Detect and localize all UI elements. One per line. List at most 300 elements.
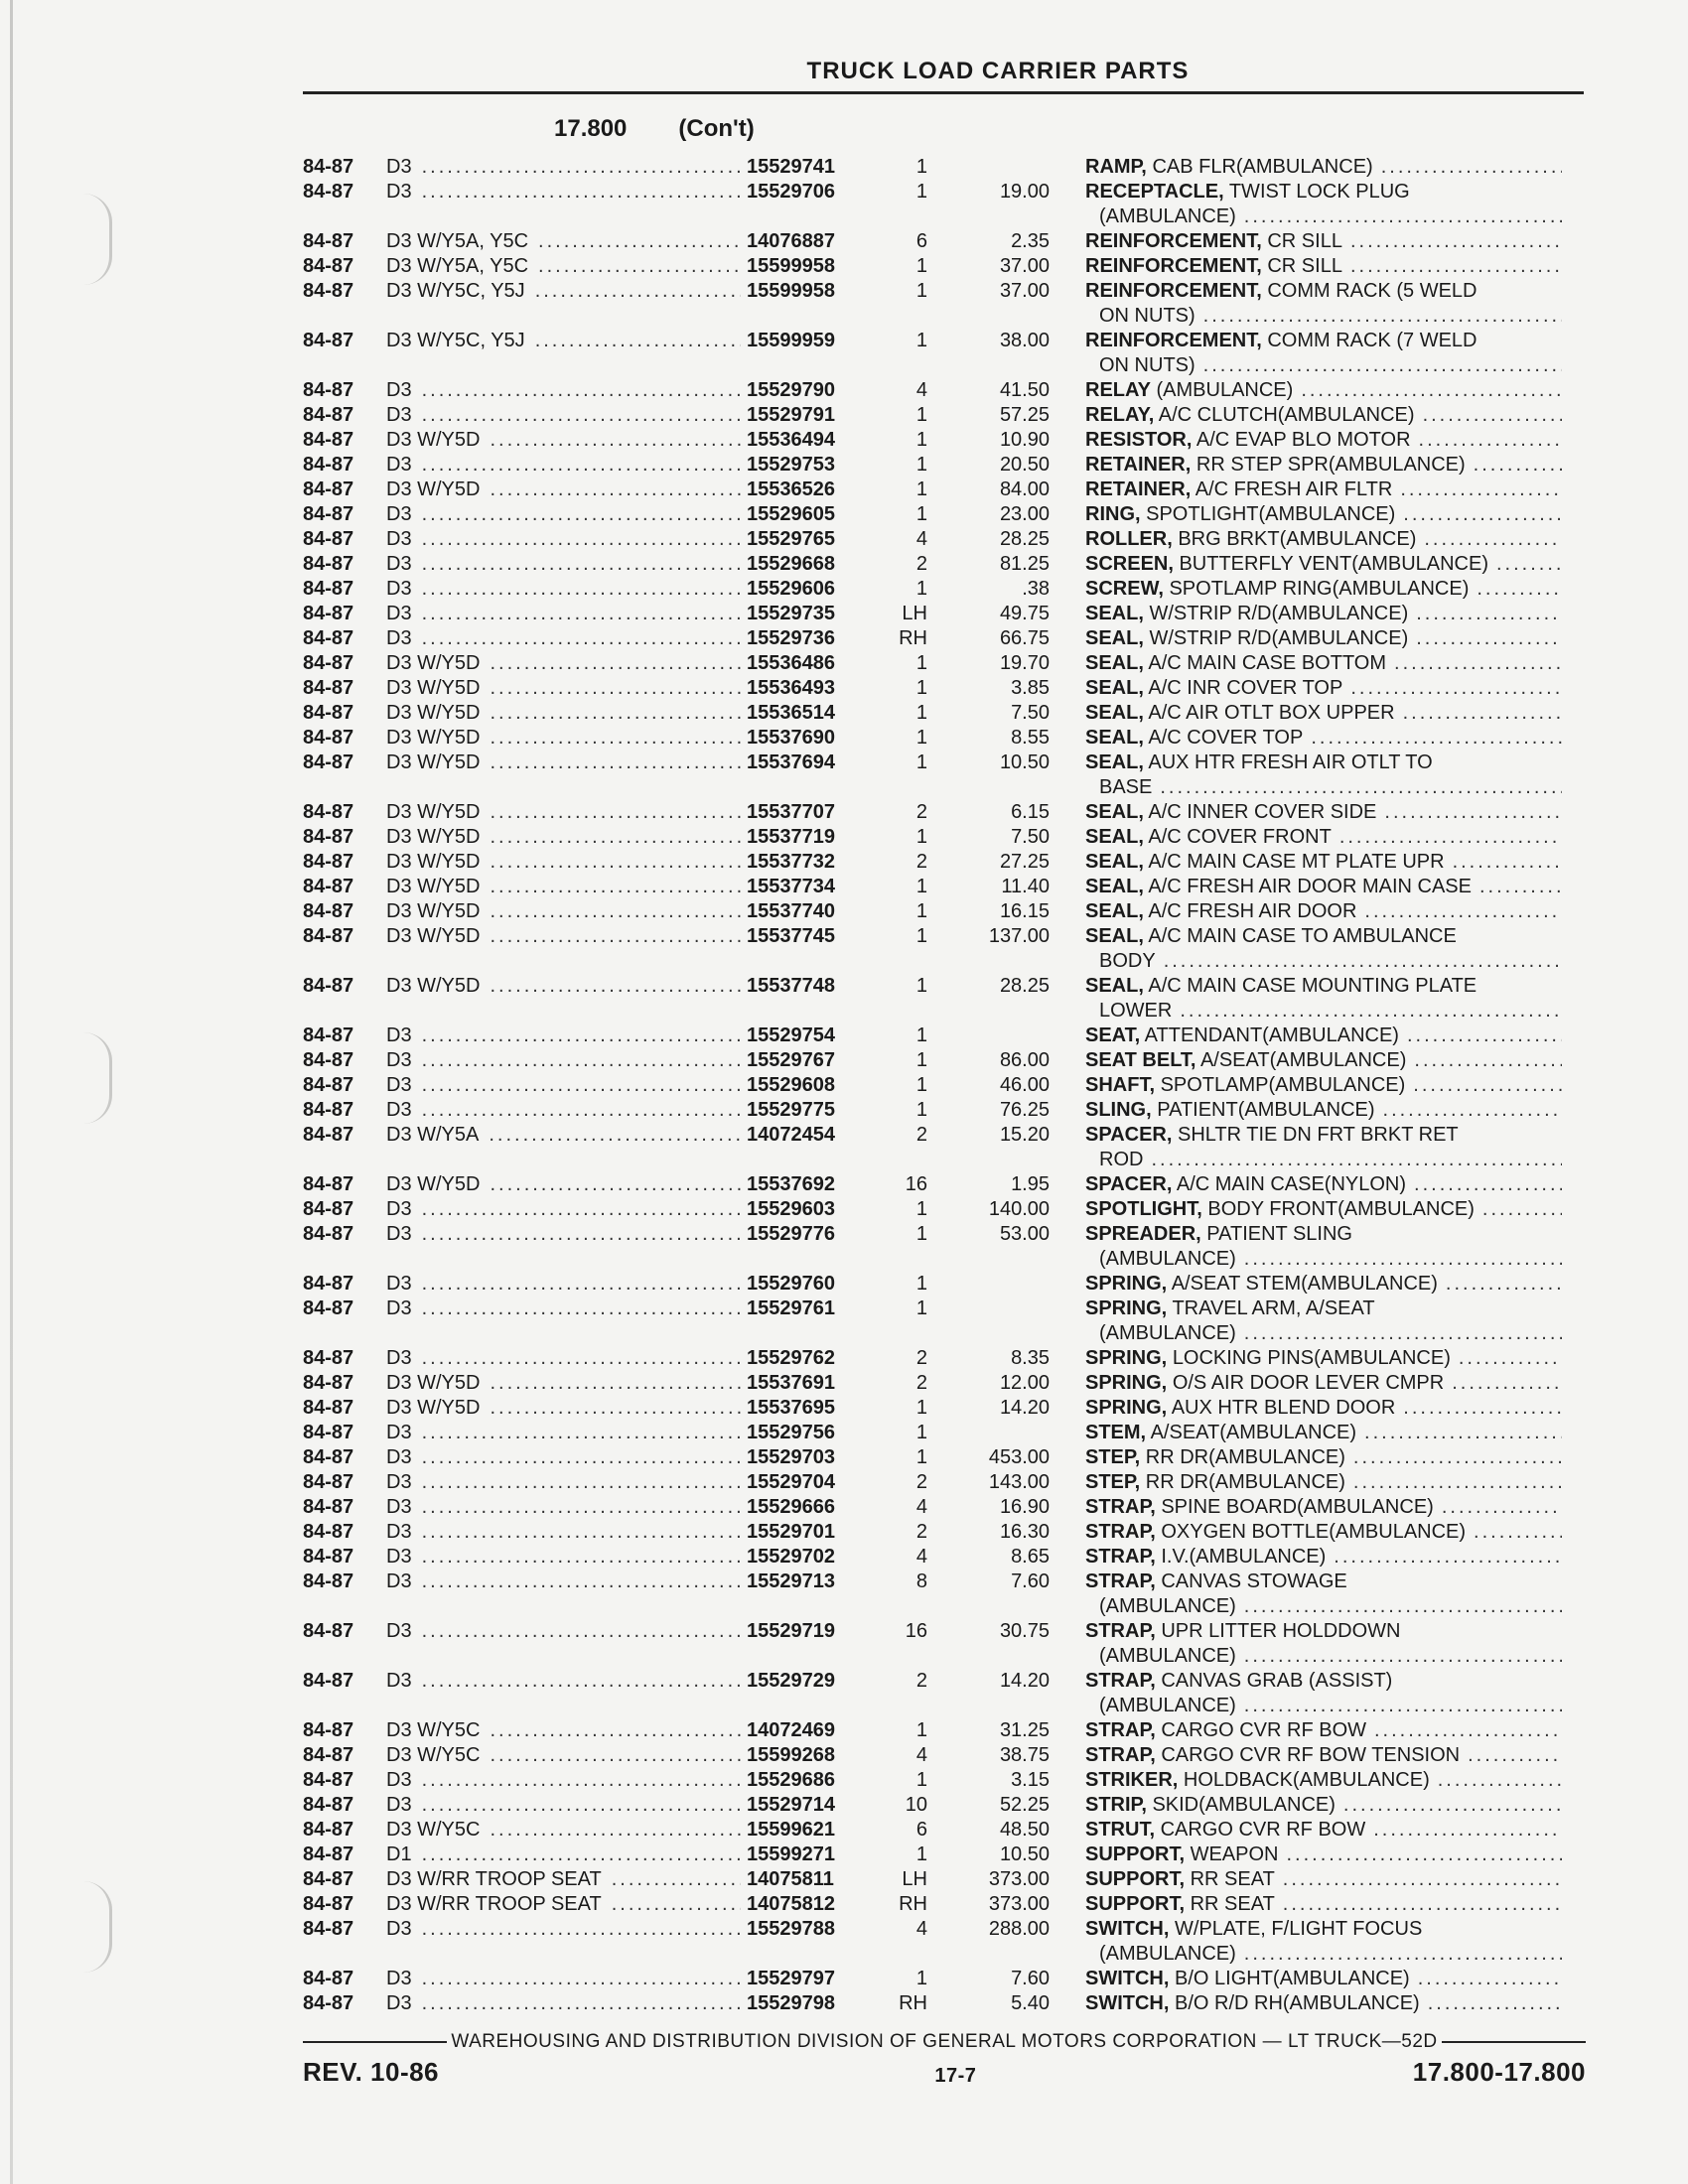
section-range: 17.800-17.800 [1412,2057,1586,2087]
dot-leader [479,1123,741,1148]
description-cell [1085,1048,1562,1073]
price: 7.50 [1011,702,1050,724]
dot-leader [412,1297,741,1321]
part-number: 15599271 [747,1843,835,1865]
description-cell [1085,1867,1562,1892]
parts-row [303,1917,1586,1967]
part-number: 15529704 [747,1471,835,1493]
part-noun: SEAL, [1085,975,1144,997]
model-code: D3 [386,156,412,178]
quantity: 1 [915,702,927,724]
part-noun: SPREADER, [1085,1223,1201,1245]
description-line [1085,1818,1562,1843]
part-description: W/STRIP R/D(AMBULANCE) [1149,627,1409,649]
part-number: 15529791 [747,404,835,426]
quantity: 1 [915,503,927,525]
model-cell [386,1172,741,1197]
part-noun: STRUT, [1085,1819,1155,1841]
model-cell [386,552,741,577]
part-number: 15529703 [747,1446,835,1468]
part-description: A/C INNER COVER SIDE [1148,801,1377,823]
model-year: 84-87 [303,1670,354,1692]
part-noun: STRAP, [1085,1744,1156,1766]
part-description: (AMBULANCE) [1156,379,1294,401]
part-noun: SEAL, [1085,826,1144,848]
part-number: 15537719 [747,826,835,848]
model-cell [386,751,741,775]
model-cell [386,1967,741,1991]
part-number: 15529713 [747,1570,835,1592]
description-cell [1085,1421,1562,1445]
description-line [1085,949,1562,974]
model-cell [386,1892,741,1917]
model-year: 84-87 [303,1992,354,2014]
dot-leader [412,180,741,205]
description-cell [1085,626,1562,651]
model-year: 84-87 [303,454,354,476]
dot-leader [412,1098,741,1123]
part-description: A/C AIR OTLT BOX UPPER [1148,702,1395,724]
section-continued: (Con't) [678,115,755,142]
model-cell [386,676,741,701]
model-year: 84-87 [303,1843,354,1865]
dot-leader [480,875,741,899]
part-noun: SUPPORT, [1085,1868,1186,1890]
model-code: D3 [386,1049,412,1071]
dot-leader [480,1818,741,1843]
dot-leader [528,254,741,279]
quantity: 1 [915,900,927,922]
model-cell [386,478,741,502]
part-noun: STRAP, [1085,1570,1156,1592]
model-year: 84-87 [303,1868,354,1890]
dot-leader [412,602,741,626]
description-cell [1085,602,1562,626]
model-year: 84-87 [303,1372,354,1394]
page-number: 17-7 [934,2065,977,2087]
parts-row [303,428,1586,453]
parts-row [303,1048,1586,1073]
dot-leader [1366,1718,1562,1743]
quantity: 4 [915,1546,927,1568]
model-year: 84-87 [303,1918,354,1940]
model-year: 84-87 [303,727,354,749]
dot-leader [412,1768,741,1793]
model-cell [386,180,741,205]
description-cell [1085,1545,1562,1570]
parts-row [303,726,1586,751]
description-line [1085,1222,1562,1247]
description-line [1085,155,1562,180]
description-cell [1085,552,1562,577]
part-description: PATIENT(AMBULANCE) [1157,1099,1375,1121]
price: 53.00 [999,1223,1050,1245]
part-description: TWIST LOCK PLUG [1228,181,1410,203]
description-cell [1085,279,1562,329]
dot-leader [1395,701,1562,726]
model-year: 84-87 [303,255,354,277]
price: .38 [1022,578,1050,600]
part-noun: STRAP, [1085,1521,1156,1543]
model-year: 84-87 [303,702,354,724]
model-code: D3 W/Y5D [386,801,481,823]
parts-row [303,1024,1586,1048]
part-number: 15529686 [747,1769,835,1791]
part-number: 15537740 [747,900,835,922]
price: 19.70 [999,652,1050,674]
dot-leader [1392,478,1562,502]
model-code: D3 [386,1794,412,1816]
model-cell [386,1048,741,1073]
model-code: D3 [386,379,412,401]
description-line [1085,1867,1562,1892]
model-cell [386,602,741,626]
description-cell [1085,726,1562,751]
description-cell [1085,1793,1562,1818]
price: 3.15 [1011,1769,1050,1791]
description-line [1085,1048,1562,1073]
part-noun: SCREEN, [1085,553,1174,575]
description-line [1085,353,1562,378]
description-line [1085,825,1562,850]
description-line [1085,1272,1562,1297]
price: 10.50 [999,751,1050,773]
description-line [1085,279,1562,304]
model-year: 84-87 [303,429,354,451]
dot-leader [1236,1694,1562,1718]
model-code: D3 [386,1992,412,2014]
quantity: 1 [915,1024,927,1046]
part-description: WEAPON [1190,1843,1279,1865]
dot-leader [1172,999,1562,1024]
price: 8.65 [1011,1546,1050,1568]
punch-hole-mark [83,1032,112,1124]
part-description: O/S AIR DOOR LEVER CMPR [1172,1372,1445,1394]
part-number: 15536514 [747,702,835,724]
part-description: SKID(AMBULANCE) [1152,1794,1336,1816]
part-noun: SPRING, [1085,1273,1168,1295]
dot-leader [1386,651,1562,676]
part-number: 15599268 [747,1744,835,1766]
model-year: 84-87 [303,1794,354,1816]
parts-row [303,1421,1586,1445]
dot-leader [1326,1545,1562,1570]
part-noun: STRAP, [1085,1719,1156,1741]
model-cell [386,155,741,180]
dot-leader [412,527,741,552]
description-cell [1085,478,1562,502]
quantity: 1 [915,826,927,848]
quantity: 2 [915,1521,927,1543]
description-line [1085,1743,1562,1768]
model-year: 84-87 [303,1719,354,1741]
part-noun: REINFORCEMENT, [1085,230,1262,252]
description-cell [1085,1768,1562,1793]
description-cell [1085,850,1562,875]
part-noun: SEAL, [1085,925,1144,947]
parts-row [303,1743,1586,1768]
dot-leader [1236,1942,1562,1967]
part-description: RR SEAT [1190,1868,1275,1890]
part-noun: SPRING, [1085,1297,1168,1319]
description-cell [1085,403,1562,428]
dot-leader [412,1421,741,1445]
part-description: RR DR(AMBULANCE) [1145,1471,1345,1493]
part-description: A/C FRESH AIR DOOR MAIN CASE [1148,876,1472,897]
part-number: 15529735 [747,603,835,624]
description-cell [1085,1346,1562,1371]
price: 1.95 [1011,1173,1050,1195]
dot-leader [480,676,741,701]
description-cell [1085,1123,1562,1172]
part-description: A/C MAIN CASE BOTTOM [1148,652,1387,674]
description-cell [1085,1073,1562,1098]
price: 76.25 [999,1099,1050,1121]
part-description: SPOTLIGHT(AMBULANCE) [1146,503,1396,525]
part-number: 15529798 [747,1992,835,2014]
description-line [1085,1445,1562,1470]
price: 23.00 [999,503,1050,525]
description-cell [1085,701,1562,726]
parts-row [303,974,1586,1024]
part-description: CANVAS GRAB (ASSIST) [1161,1670,1393,1692]
dot-leader [1460,1743,1562,1768]
dot-leader [602,1867,741,1892]
model-code: D3 W/Y5D [386,677,481,699]
dot-leader [1466,1520,1562,1545]
part-number: 14072469 [747,1719,835,1741]
model-cell [386,701,741,726]
part-description: SPOTLAMP(AMBULANCE) [1160,1074,1406,1096]
model-year: 84-87 [303,1620,354,1642]
description-cell [1085,453,1562,478]
parts-row [303,1073,1586,1098]
dot-leader [1488,552,1562,577]
dot-leader [480,1743,741,1768]
part-noun: SPRING, [1085,1347,1168,1369]
part-number: 15537745 [747,925,835,947]
part-number: 15537692 [747,1173,835,1195]
price: 41.50 [999,379,1050,401]
model-year: 84-87 [303,330,354,351]
dot-leader [1275,1867,1562,1892]
part-number: 14075811 [747,1868,834,1890]
price: 15.20 [999,1124,1050,1146]
quantity: 2 [915,801,927,823]
description-line [1085,1843,1562,1867]
page-edge-shadow [10,0,13,2184]
parts-row [303,602,1586,626]
quantity: 1 [915,652,927,674]
part-number: 15529706 [747,181,835,203]
dot-leader [480,850,741,875]
description-cell [1085,1818,1562,1843]
price: 5.40 [1011,1992,1050,2014]
part-description: CR SILL [1267,255,1342,277]
part-description: W/PLATE, F/LIGHT FOCUS [1175,1918,1423,1940]
part-noun: SEAT, [1085,1024,1141,1046]
revision-label: REV. 10-86 [303,2057,440,2087]
part-number: 15529775 [747,1099,835,1121]
model-year: 84-87 [303,1496,354,1518]
model-cell [386,1297,741,1321]
part-noun: SWITCH, [1085,1918,1170,1940]
part-number: 15529606 [747,578,835,600]
description-line [1085,552,1562,577]
price: 2.35 [1011,230,1050,252]
description-line [1085,626,1562,651]
model-year: 84-87 [303,1769,354,1791]
dot-leader [480,1718,741,1743]
part-number: 15529790 [747,379,835,401]
model-cell [386,403,741,428]
part-number: 15529666 [747,1496,835,1518]
dot-leader [480,800,741,825]
price: 31.25 [999,1719,1050,1741]
model-year: 84-87 [303,230,354,252]
description-line [1085,924,1562,949]
part-description: ROD [1099,1149,1144,1170]
model-code: D3 [386,454,412,476]
description-cell [1085,254,1562,279]
parts-row [303,1371,1586,1396]
quantity: 2 [915,851,927,873]
part-noun: SPACER, [1085,1124,1173,1146]
model-code: D3 W/Y5C [386,1719,481,1741]
model-code: D3 [386,1521,412,1543]
quantity: 1 [915,751,927,773]
model-cell [386,974,741,999]
dot-leader [1345,1445,1562,1470]
dot-leader [1376,800,1562,825]
dot-leader [412,155,741,180]
model-cell [386,726,741,751]
model-cell [386,453,741,478]
part-description: PATIENT SLING [1206,1223,1352,1245]
description-line [1085,850,1562,875]
dot-leader [480,924,741,949]
model-code: D3 [386,1546,412,1568]
dot-leader [412,502,741,527]
parts-row [303,552,1586,577]
part-number: 15537734 [747,876,835,897]
model-year: 84-87 [303,603,354,624]
description-cell [1085,751,1562,800]
parts-row [303,1892,1586,1917]
parts-row [303,1222,1586,1272]
dot-leader [412,1197,741,1222]
model-year: 84-87 [303,1968,354,1989]
model-cell [386,1743,741,1768]
model-year: 84-87 [303,181,354,203]
description-line [1085,1619,1562,1644]
part-description: CARGO CVR RF BOW [1160,1819,1366,1841]
part-description: (AMBULANCE) [1099,205,1236,227]
part-noun: SWITCH, [1085,1968,1170,1989]
part-description: HOLDBACK(AMBULANCE) [1183,1769,1430,1791]
description-cell [1085,1495,1562,1520]
parts-row [303,626,1586,651]
model-year: 84-87 [303,1546,354,1568]
part-description: UPR LITTER HOLDDOWN [1161,1620,1401,1642]
part-description: BRG BRKT(AMBULANCE) [1178,528,1417,550]
part-description: BUTTERFLY VENT(AMBULANCE) [1179,553,1488,575]
description-cell [1085,1396,1562,1421]
part-number: 15529608 [747,1074,835,1096]
model-year: 84-87 [303,1223,354,1245]
quantity: RH [899,1893,927,1915]
description-line [1085,1247,1562,1272]
dot-leader [412,1967,741,1991]
part-number: 15529701 [747,1521,835,1543]
part-description: ATTENDANT(AMBULANCE) [1144,1024,1399,1046]
description-cell [1085,1172,1562,1197]
part-description: (AMBULANCE) [1099,1695,1236,1716]
part-description: ON NUTS) [1099,305,1196,327]
price: 14.20 [999,1397,1050,1419]
description-cell [1085,428,1562,453]
model-code: D3 [386,404,412,426]
parts-row [303,478,1586,502]
description-line [1085,1669,1562,1694]
model-cell [386,1396,741,1421]
model-cell [386,1991,741,2016]
parts-row [303,180,1586,229]
part-noun: SEAT BELT, [1085,1049,1196,1071]
part-noun: STRIP, [1085,1794,1147,1816]
quantity: RH [899,627,927,649]
model-year: 84-87 [303,826,354,848]
footer-division: WAREHOUSING AND DISTRIBUTION DIVISION OF GENERAL MOTORS CORPORATION — LT TRUCK—52D [451,2031,1438,2052]
quantity: 1 [915,727,927,749]
part-number: 15537707 [747,801,835,823]
model-code: D3 [386,1570,412,1592]
part-number: 15529797 [747,1968,835,1989]
description-cell [1085,1718,1562,1743]
part-description: A/C COVER FRONT [1148,826,1332,848]
dot-leader [412,1024,741,1048]
parts-row [303,1098,1586,1123]
description-line [1085,1991,1562,2016]
price: 7.60 [1011,1968,1050,1989]
parts-row [303,1793,1586,1818]
description-line [1085,1793,1562,1818]
part-description: I.V.(AMBULANCE) [1161,1546,1327,1568]
dot-leader [1438,1272,1562,1297]
price: 48.50 [999,1819,1050,1841]
description-cell [1085,1570,1562,1619]
quantity: 1 [915,478,927,500]
description-line [1085,1297,1562,1321]
part-number: 15599621 [747,1819,835,1841]
description-line [1085,1148,1562,1172]
model-cell [386,1123,741,1148]
description-line [1085,1967,1562,1991]
dot-leader [1156,949,1562,974]
quantity: 1 [915,1273,927,1295]
model-code: D3 W/Y5D [386,975,481,997]
part-number: 15529761 [747,1297,835,1319]
dot-leader [1408,626,1562,651]
quantity: 1 [915,677,927,699]
page-header [303,58,1584,94]
dot-leader [480,1396,741,1421]
description-cell [1085,1991,1562,2016]
description-line [1085,1644,1562,1669]
model-code: D3 [386,1620,412,1642]
dot-leader [1411,428,1562,453]
model-year: 84-87 [303,1521,354,1543]
